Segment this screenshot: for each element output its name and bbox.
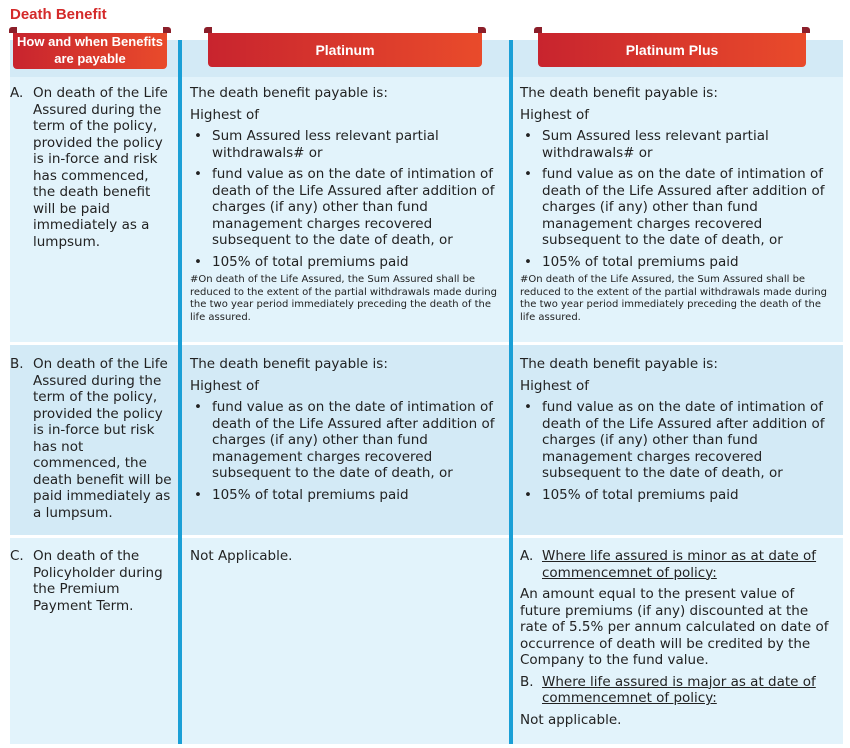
highest-of: Highest of [520,106,589,123]
bullet-fund-value: • fund value as on the date of intimation of death of the Life Assured after addition of charges (if any) other than fund management charges recovered subsequent to the date of death, or [520,399,838,482]
bullet-sum-assured: • Sum Assured less relevant partial withdrawals# or [190,128,508,161]
highest-of: Highest of [190,377,259,394]
bullet-premiums: • 105% of total premiums paid [190,487,508,504]
footnote: #On death of the Life Assured, the Sum Assured shall be reduced to the extent of the partial withdrawals made during the two year period immediately preceding the death of the life assured. [190,274,497,323]
sub-letter: A. [520,548,534,564]
bullet-fund-value: • fund value as on the date of intimation of death of the Life Assured after addition of charges (if any) other than fund management charges recovered subsequent to the date of death, or [190,399,508,482]
highest-of: Highest of [520,377,589,394]
row-c-label [10,548,174,614]
intro-text: The death benefit payable is: [190,85,388,101]
major-benefit-text: Not applicable. [520,711,622,728]
row-c-platinum-plus [520,548,838,728]
minor-heading-text: Where life assured is minor as at date of commencemnet of policy: [542,548,817,581]
row-b-platinum-plus [520,356,838,503]
header-how-when: How and when Benefits are payable [13,33,167,69]
row-c-condition: On death of the Policyholder during the Premium Payment Term. [33,548,163,614]
column-divider [178,40,182,744]
row-b-label [10,356,174,521]
sub-letter: B. [520,673,534,690]
major-heading [520,674,838,707]
row-b-letter: B. [10,356,24,372]
intro-text: The death benefit payable is: [520,356,718,372]
bullet-sum-assured: • Sum Assured less relevant partial withdrawals# or [520,128,838,161]
not-applicable: Not Applicable. [190,548,293,564]
row-a-letter: A. [10,85,24,101]
intro-text: The death benefit payable is: [190,356,388,372]
row-a-platinum [190,85,508,324]
row-a-platinum-plus [520,85,838,324]
header-platinum-plus: Platinum Plus [538,33,806,67]
row-c-letter: C. [10,548,24,564]
row-c-platinum [190,548,508,565]
row-a-condition: On death of the Life Assured during the term of the policy, provided the policy is in-force and risk has commenced, the death benefit will be paid immediately as a lumpsum. [33,85,168,250]
section-title: Death Benefit [10,6,107,23]
major-heading-text: Where life assured is major as at date of commencemnet of policy: [542,673,816,706]
row-b-platinum [190,356,508,503]
intro-text: The death benefit payable is: [520,85,718,101]
minor-heading [520,548,838,581]
bullet-fund-value: • fund value as on the date of intimation of death of the Life Assured after addition of charges (if any) other than fund management charges recovered subsequent to the date of death, or [520,166,838,249]
row-c-bg [182,538,509,744]
row-a-label [10,85,174,250]
header-platinum: Platinum [208,33,482,67]
highest-of: Highest of [190,106,259,123]
row-b-condition: On death of the Life Assured during the term of the policy, provided the policy is in-force but risk has not commenced, the death benefit will be paid immediately as a lumpsum. [33,356,172,521]
footnote: #On death of the Life Assured, the Sum Assured shall be reduced to the extent of the partial withdrawals made during the two year period immediately preceding the death of the life assured. [520,274,827,323]
bullet-fund-value: • fund value as on the date of intimation of death of the Life Assured after addition of charges (if any) other than fund management charges recovered subsequent to the date of death, or [190,166,508,249]
bullet-premiums: • 105% of total premiums paid [190,254,508,271]
bullet-premiums: • 105% of total premiums paid [520,254,838,271]
column-divider [509,40,513,744]
minor-benefit-text: An amount equal to the present value of future premiums (if any) discounted at the rate of 5.5% per annum calculated on date of occurrence of death will be credited by the Company to the fund value. [520,586,829,668]
bullet-premiums: • 105% of total premiums paid [520,487,838,504]
